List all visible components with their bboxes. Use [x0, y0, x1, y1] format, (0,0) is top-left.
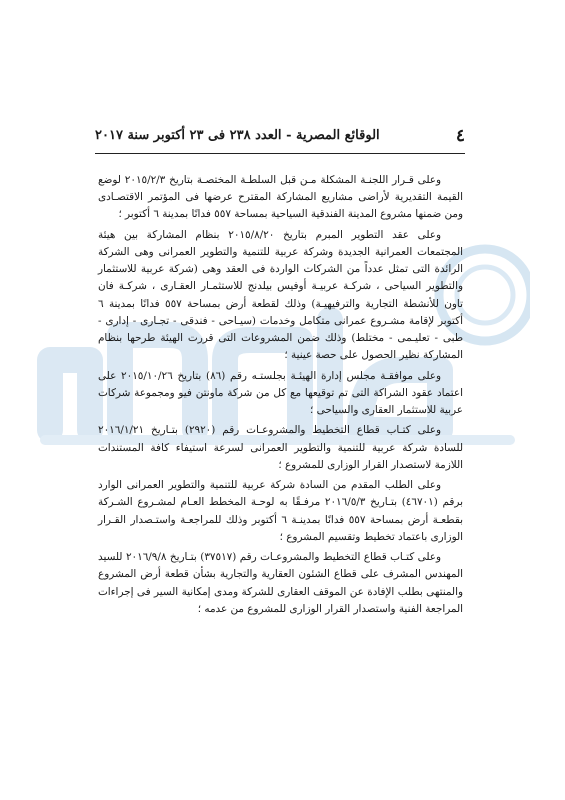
paragraph-planning-letter-2920: وعلى كتـاب قطاع التخطيط والمشروعـات رقم (٢٩٢٠) بتـاريخ ٢٠١٦/١/٢١ للسادة شركة عربية للتنمية والتطوير العمرانى لسرعة استيفاء كافة المستندات اللازمة لاستصدار القرار الوزارى للمشروع ؛ — [98, 424, 463, 471]
header-title: الوقائع المصرية - العدد ٢٣٨ فى ٢٣ أكتوبر سنة ٢٠١٧ — [95, 128, 380, 143]
paragraph-planning-letter-37517: وعلى كتـاب قطاع التخطيط والمشروعـات رقم (٣٧٥١٧) بتـاريخ ٢٠١٦/٩/٨ للسيد المهندس المشرف على قطاع الشئون العقارية والتجارية بشأن قطعة أرض المشروع والمنتهى بطلب الإفادة عن الموقف العقارى للشركة ومدى إمكانية السير فى إجراءات المراجعة الفنية واستصدار القرار الوزارى للمشروع من عدمه ؛ — [98, 551, 463, 615]
page-number: ٤ — [455, 126, 465, 146]
paragraph-company-request: وعلى الطلب المقدم من السادة شركة عربية للتنمية والتطوير العمرانى الوارد برقم (٤٦٧٠١) بتـاريخ ٢٠١٦/٥/٣ مرفـقًا به لوحـة المخطط العـام لمشـروع الشـركة بقطعـة أرض بمساحة ٥٥٧ فدانًا بمدينـة ٦ أكتوبر وذلك للمراجعـة واستـصدار القـرار الوزارى باعتماد تخطيط وتقسيم المشروع ؛ — [98, 479, 464, 543]
paragraph-development-contract: وعلى عقد التطوير المبرم بتاريخ ٢٠١٥/٨/٢٠ بنظام المشاركة بين هيئة المجتمعات العمرانية الجديدة وشركة عربية للتنمية والتطوير العمرانى وهى الشركة الرائدة التى تمثل عدداً من الشركات الواردة فى العقد وهى (شركة عربية للاستثمار والتطوير السياحى ، شركـة عربيـة أوفيس بيلدنج للاستثمـار العقـارى ، شركـة فان تاون للأنشطة التجارية والترفيهيـة) وذلك لقطعة أرض بمساحة ٥٥٧ فدانًا بمدينة ٦ أكتوبر لإقامة مشـروع عمرانى متكامل وخدمات (سيـاحى - فندقى - تجـارى - إدارى - طبى - تعليـمى - مختلط) وذلك ضمن المشروعات التى قررت الهيئة طرحها بنظام المشاركة نظير الحصول على حصة عينية ؛ — [98, 228, 463, 362]
paragraph-committee-decision: وعلى قـرار اللجنـة المشكلة مـن قبل السلطـة المختصـة بتاريخ ٢٠١٥/٢/٣ لوضع القيمة التقديرية لأراضى مشاريع المشاركة المقترح عرضها فى المؤتمر الاقتصـادى ومن ضمنها مشروع المدينة الفندقية السياحية بمساحة ٥٥٧ فدانًا بمدينة ٦ أكتوبر ؛ — [98, 174, 463, 221]
document-body — [98, 172, 463, 621]
header-rule — [95, 153, 465, 154]
page-header — [95, 126, 465, 148]
watermark-seal-inner-ring — [457, 267, 513, 323]
paragraph-board-approval: وعلى موافقـة مجلس إدارة الهيئـة بجلستـه رقم (٨٦) بتاريخ ٢٠١٥/١٠/٢٦ على اعتماد عقود الشراكة التى تم توقيعها مع كل من شركة ماونتن فيو ومجموعة شركات عربية للاستثمار العقارى والسياحى ؛ — [98, 369, 463, 417]
